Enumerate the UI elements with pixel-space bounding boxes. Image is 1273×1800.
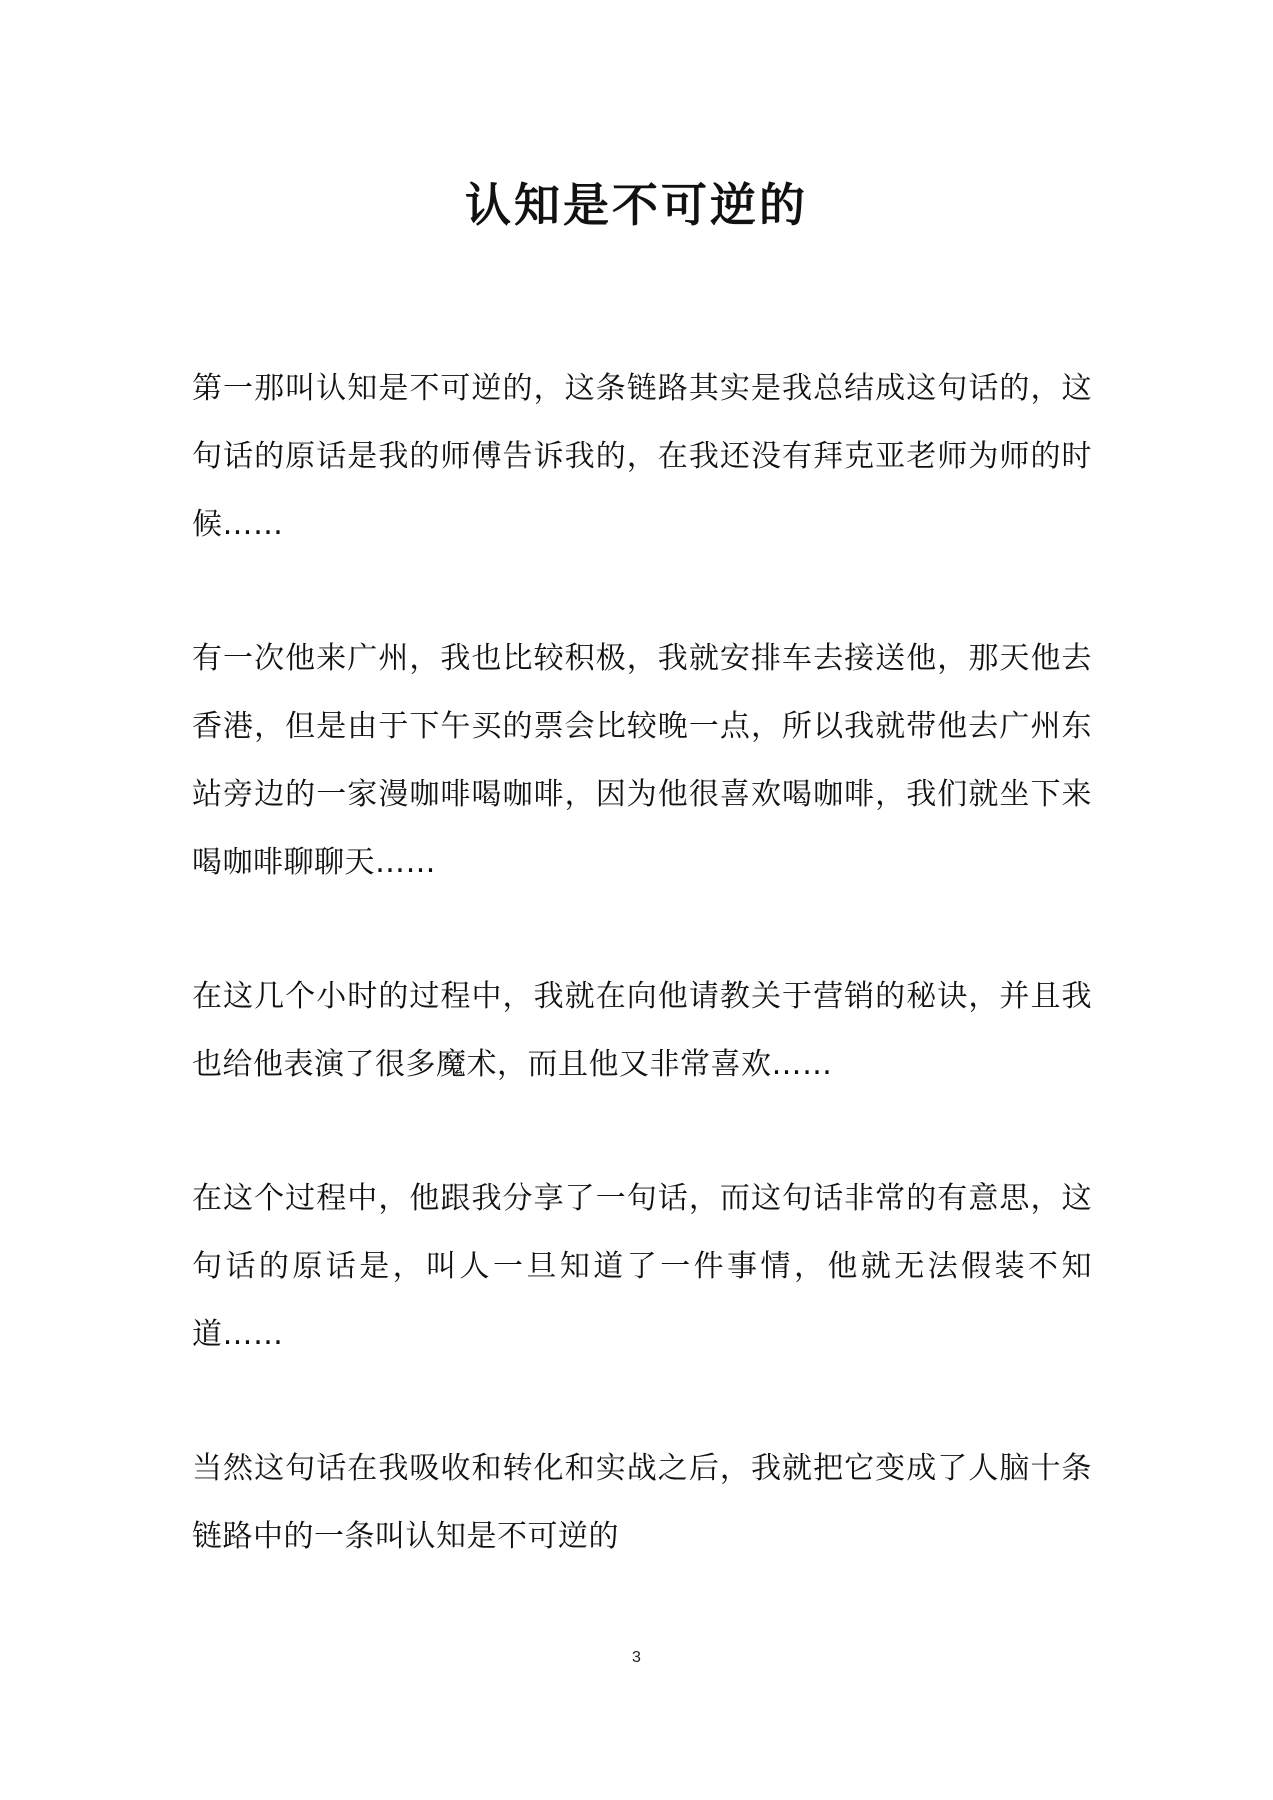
page-title: 认知是不可逆的 [465,178,808,232]
page-number: 3 [632,1649,641,1666]
paragraph-4: 在这个过程中，他跟我分享了一句话，而这句话非常的有意思，这句话的原话是，叫人一旦知道了一件事情，他就无法假装不知道…… [192,1181,1092,1352]
body-text [192,355,1092,1571]
paragraph-1: 第一那叫认知是不可逆的，这条链路其实是我总结成这句话的，这句话的原话是我的师傅告诉我的，在我还没有拜克亚老师为师的时候…… [192,371,1092,542]
paragraph-5: 当然这句话在我吸收和转化和实战之后，我就把它变成了人脑十条链路中的一条叫认知是不可逆的 [192,1451,1092,1554]
paragraph-2: 有一次他来广州，我也比较积极，我就安排车去接送他，那天他去香港，但是由于下午买的票会比较晚一点，所以我就带他去广州东站旁边的一家漫咖啡喝咖啡，因为他很喜欢喝咖啡，我们就坐下来喝咖啡聊聊天…… [192,641,1092,880]
paragraph-3: 在这几个小时的过程中，我就在向他请教关于营销的秘诀，并且我也给他表演了很多魔术，而且他又非常喜欢…… [192,979,1092,1082]
